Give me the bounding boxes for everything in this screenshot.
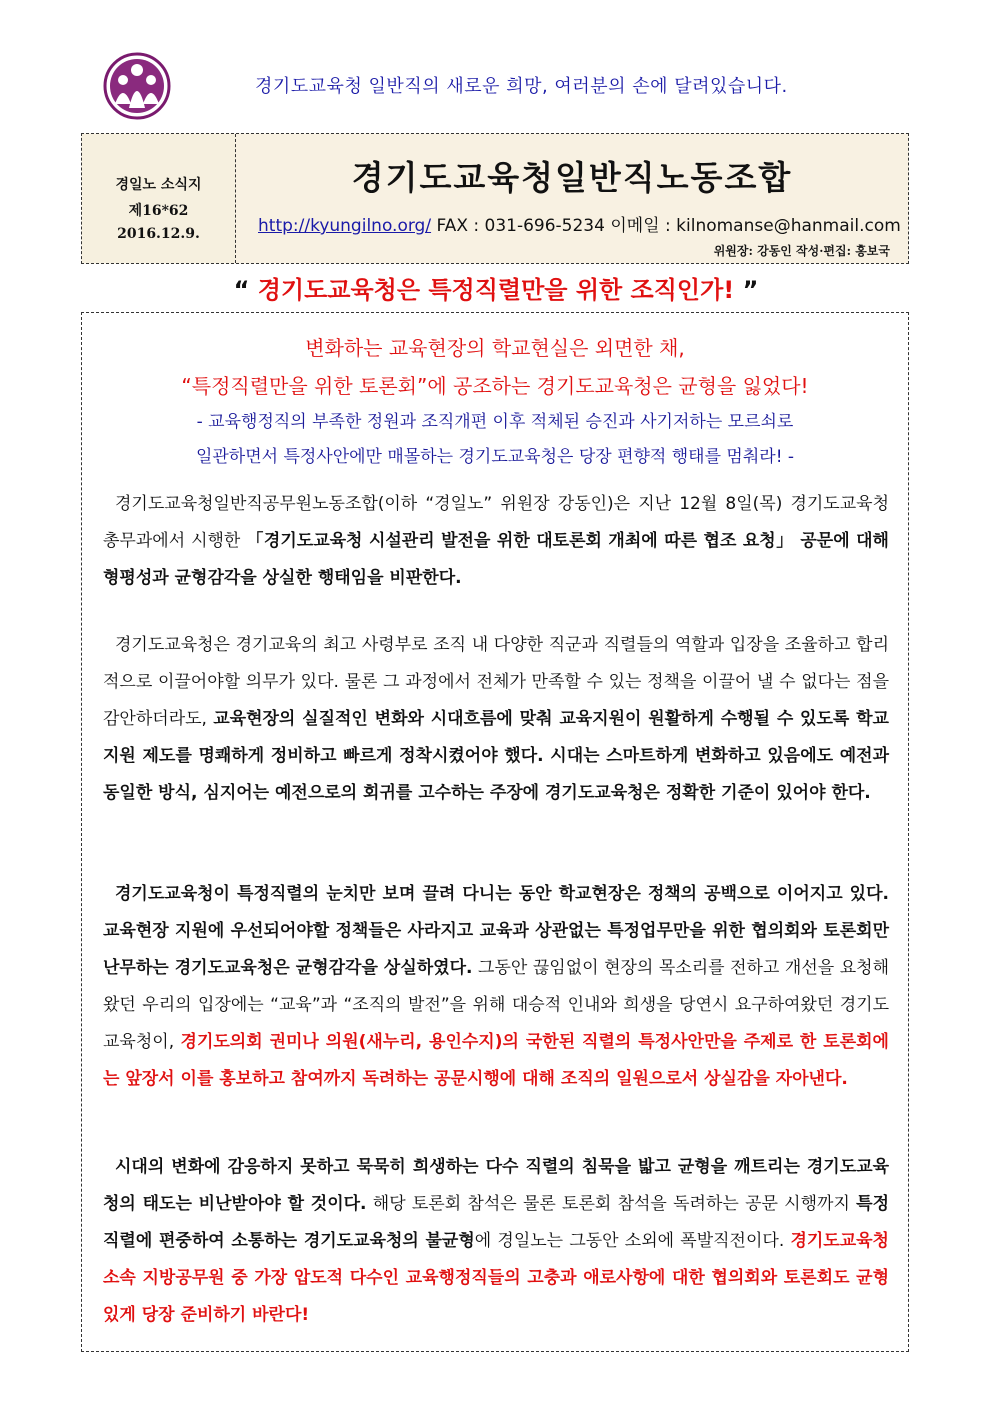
- p2-text: 경기도교육청은 경기교육의 최고 사령부로 조직 내 다양한 직군과 직렬들의 역할과 입장을 조율하고 합리적으로 이끌어야할 의무가 있다. 물론 그 과정에서 전체가 만족할 수 있는 정책을 이끌어 낼 수 없다는 점을 감안하더라도,: [103, 635, 889, 729]
- p2-bold: 교육현장의 실질적인 변화와 시대흐름에 맞춰 교육지원이 원활하게 수행될 수 있도록 학교 지원 제도를 명쾌하게 정비하고 빠르게 정착시켰어야 했다. 시대는 스마트하게 변화하고 있음에도 예전과 동일한 방식, 심지어는 예전으로의 회귀를 고수하는 주장에 경기도교육청은 정확한 기준이 있어야 한다.: [103, 709, 889, 803]
- slogan: 경기도교육청 일반직의 새로운 희망, 여러분의 손에 달려있습니다.: [255, 76, 788, 97]
- paragraph-4: [103, 1149, 889, 1334]
- p3-red: 경기도의회 권미나 의원(새누리, 용인수지)의 국한된 직렬의 특정사안만을 주제로 한 토론회에는 앞장서 이를 홍보하고 참여까지 독려하는 공문시행에 대해 조직의 일원으로서 상실감을 자아낸다.: [103, 1032, 889, 1089]
- subheading-line-4: 일관하면서 특정사안에만 매몰하는 경기도교육청은 당장 편향적 행태를 멈춰라! -: [195, 447, 795, 467]
- subheading-line-3: - 교육행정직의 부족한 정원과 조직개편 이후 적체된 승진과 사기저하는 모르쇠로: [196, 412, 794, 432]
- email-label: 이메일 :: [610, 216, 671, 236]
- website-link[interactable]: http://kyungilno.org/: [258, 216, 432, 236]
- headline-text: 경기도교육청은 특정직렬만을 위한 조직인가!: [257, 276, 735, 304]
- union-name: 경기도교육청일반직노동조합: [351, 158, 793, 197]
- union-logo-icon: [103, 52, 171, 120]
- article-body: [81, 312, 909, 1352]
- subheading-line-1: 변화하는 교육현장의 학교현실은 외면한 채,: [305, 336, 685, 360]
- p1-bold: 「경기도교육청 시설관리 발전을 위한 대토론회 개최에 따른 협조 요청」 공문에 대해 형평성과 균형감각을 상실한 행태임을 비판한다.: [103, 531, 889, 588]
- issue-number: 제16*62: [128, 203, 189, 219]
- issue-date: 2016.12.9.: [117, 226, 200, 242]
- email-address[interactable]: kilnomanse@hanmail.com: [676, 216, 901, 236]
- subheading-line-2: “특정직렬만을 위한 토론회”에 공조하는 경기도교육청은 균형을 잃었다!: [181, 374, 809, 398]
- paragraph-2: [103, 627, 889, 812]
- newsletter-name: 경일노 소식지: [115, 177, 202, 193]
- open-quote: “: [233, 276, 250, 304]
- p4-text-1: 해당 토론회 참석은 물론 토론회 참석을 독려하는 공문 시행까지: [366, 1194, 857, 1214]
- issue-info: [82, 134, 236, 263]
- p4-bold: 시대의 변화에 감응하지 못하고 묵묵히 희생하는 다수 직렬의 침묵을 밟고 균형을 깨트리는 경기도교육청의 태도는 비난받아야 할 것이다.: [103, 1157, 889, 1214]
- p3-text: 그동안 끊임없이 현장의 목소리를 전하고 개선을 요청해왔던 우리의 입장에는 “교육”과 “조직의 발전”을 위해 대승적 인내와 희생을 당연시 요구하여왔던 경기도교육청이,: [103, 958, 889, 1052]
- fax-number: FAX : 031-696-5234: [436, 216, 605, 236]
- paragraph-3: [103, 876, 889, 1098]
- p4-red: 경기도교육청 소속 지방공무원 중 가장 압도적 다수인 교육행정직들의 고충과 애로사항에 대한 협의회와 토론회도 균형 있게 당장 준비하기 바란다!: [103, 1231, 889, 1325]
- masthead: [81, 133, 909, 264]
- headline: [0, 270, 992, 305]
- close-quote: ”: [742, 276, 759, 304]
- p3-bold: 경기도교육청이 특정직렬의 눈치만 보며 끌려 다니는 동안 학교현장은 정책의 공백으로 이어지고 있다. 교육현장 지원에 우선되어야할 정책들은 사라지고 교육과 상관없는 특정업무만을 위한 협의회와 토론회만 난무하는 경기도교육청은 균형감각을 상실하였다.: [103, 884, 889, 978]
- p4-text-2: 에 경일노는 그동안 소외에 폭발직전이다.: [474, 1231, 791, 1251]
- credits: 위원장: 강동인 작성·편집: 홍보국: [713, 244, 890, 258]
- contact-line: [258, 211, 901, 236]
- p1-text: 경기도교육청일반직공무원노동조합(이하 “경일노” 위원장 강동인)은 지난 12월 8일(목) 경기도교육청 총무과에서 시행한: [103, 494, 889, 551]
- masthead-main: [236, 134, 908, 263]
- p4-bold-2: 특정직렬에 편중하여 소통하는 경기도교육청의 불균형: [103, 1194, 889, 1251]
- paragraph-1: [103, 486, 889, 597]
